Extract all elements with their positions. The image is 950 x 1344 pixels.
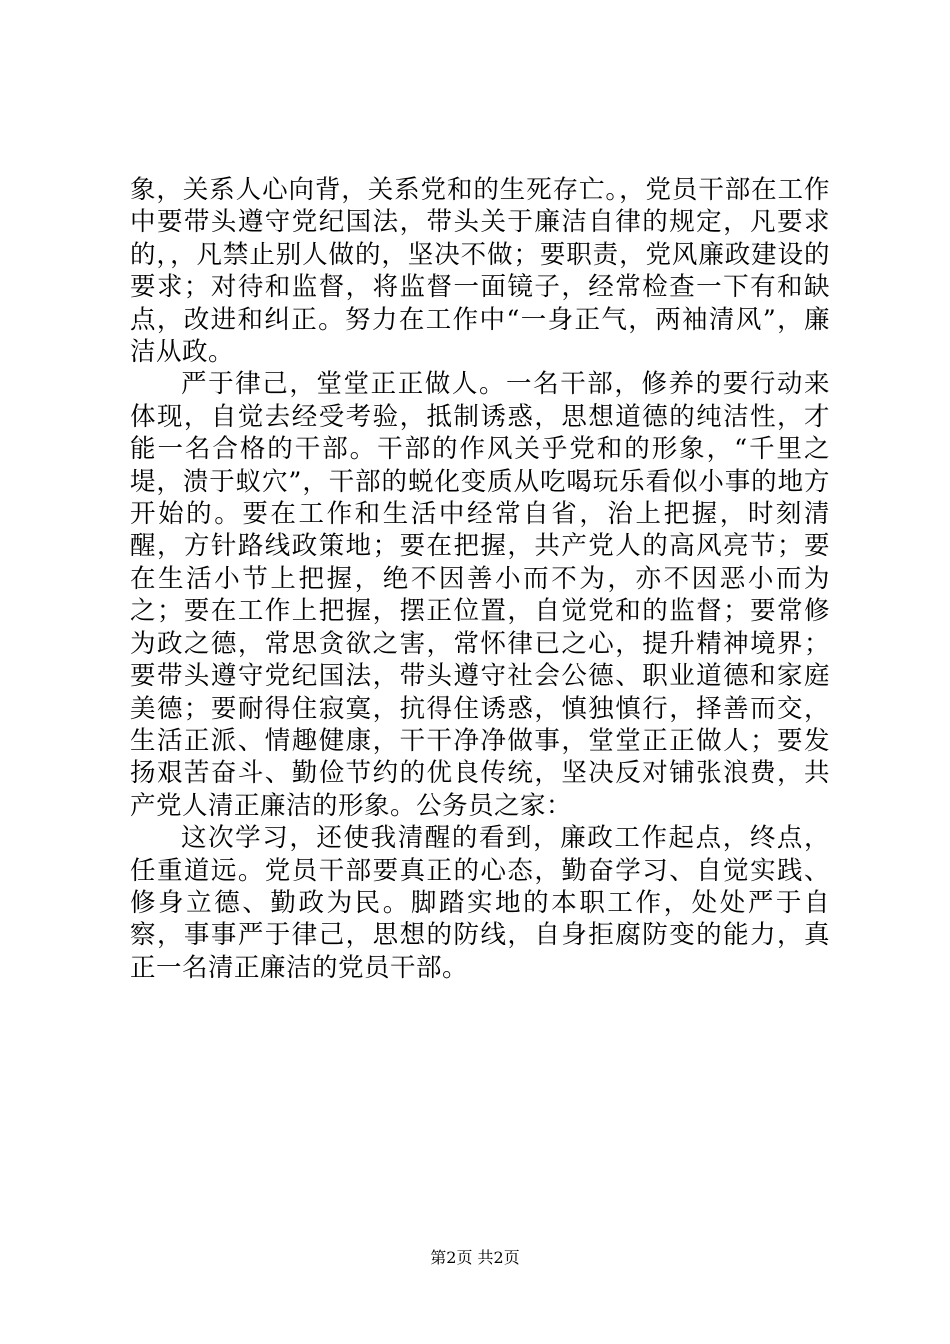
paragraph-2: 严于律己，堂堂正正做人。一名干部，修养的要行动来体现，自觉去经受考验，抵制诱惑，思想道德的纯洁性，才能一名合格的干部。干部的作风关乎党和的形象，“千里之堤，溃于蚁穴”，干部的蜕化变质从吃喝玩乐看似小事的地方开始的。要在工作和生活中经常自省，治上把握，时刻清醒，方针路线政策地；要在把握，共产党人的高风亮节；要在生活小节上把握，绝不因善小而不为，亦不因恶小而为之；要在工作上把握，摆正位置，自觉党和的监督；要常修为政之德，常思贪欲之害，常怀律已之心，提升精神境界；要带头遵守党纪国法，带头遵守社会公德、职业道德和家庭美德；要耐得住寂寞，抗得住诱惑，慎独慎行，择善而交，生活正派、情趣健康，干干净净做事，堂堂正正做人；要发扬艰苦奋斗、勤俭节约的优良传统，坚决反对铺张浪费，共产党人清正廉洁的形象。公务员之家： — [130, 369, 830, 821]
document-body — [130, 174, 830, 984]
paragraph-3: 这次学习，还使我清醒的看到，廉政工作起点，终点，任重道远。党员干部要真正的心态，勤奋学习、自觉实践、修身立德、勤政为民。脚踏实地的本职工作，处处严于自察，事事严于律己，思想的防线，自身拒腐防变的能力，真正一名清正廉洁的党员干部。 — [130, 823, 830, 983]
page-footer: 第2页 共2页 — [430, 1248, 520, 1267]
paragraph-1: 象，关系人心向背，关系党和的生死存亡。，党员干部在工作中要带头遵守党纪国法，带头关于廉洁自律的规定，凡要求的，，凡禁止别人做的，坚决不做；要职责，党风廉政建设的要求；对待和监督，将监督一面镜子，经常检查一下有和缺点，改进和纠正。努力在工作中“一身正气，两袖清风”，廉洁从政。 — [130, 175, 830, 368]
